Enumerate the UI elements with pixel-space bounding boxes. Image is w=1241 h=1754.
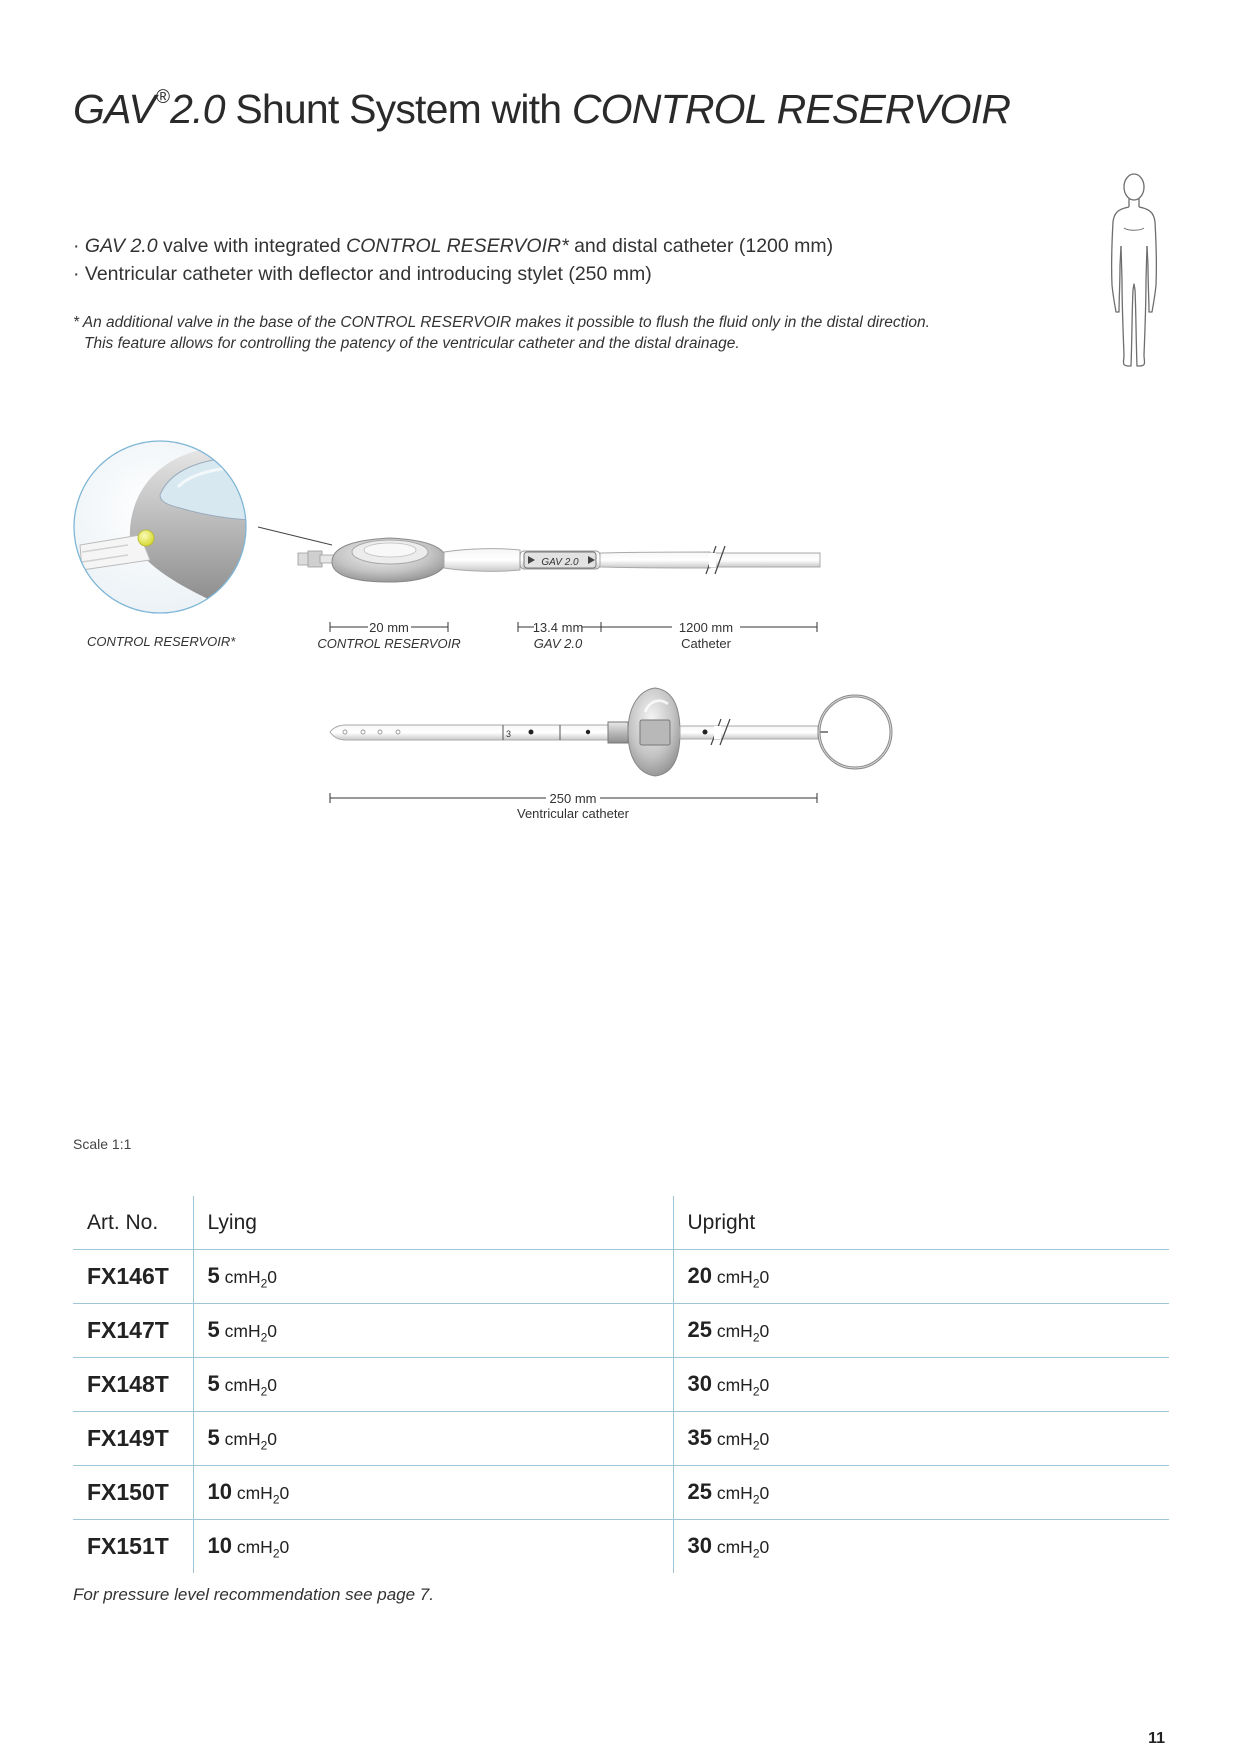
- upright-pressure: [673, 1520, 1169, 1574]
- lying-value: 5: [207, 1316, 220, 1342]
- title-brand: GAV: [73, 86, 155, 132]
- table-row: [73, 1466, 1169, 1520]
- dim-valve-length: 13.4 mm: [532, 620, 584, 635]
- upright-value: 30: [687, 1370, 712, 1396]
- pressure-unit: cmH$_2$0: [711, 1266, 770, 1291]
- article-number: FX146T: [73, 1250, 193, 1304]
- title-version: 2.0: [170, 86, 225, 132]
- indicator-ball: [138, 530, 154, 546]
- upright-pressure: [673, 1304, 1169, 1358]
- lying-value: 5: [207, 1262, 220, 1288]
- pressure-unit: cmH$_2$0: [711, 1482, 770, 1507]
- upright-pressure: [673, 1466, 1169, 1520]
- footnote-line: * An additional valve in the base of the CONTROL RESERVOIR makes it possible to flush the fluid only in the distal direction.: [73, 314, 930, 331]
- feature-text: and distal catheter (1200 mm): [568, 235, 834, 257]
- lying-pressure: [193, 1358, 673, 1412]
- dim-reservoir-length: 20 mm: [369, 620, 409, 635]
- upright-value: 30: [687, 1532, 712, 1558]
- article-number: FX148T: [73, 1358, 193, 1412]
- article-pressure-table: [73, 1196, 1169, 1573]
- lying-pressure: [193, 1412, 673, 1466]
- human-figure-icon: [1112, 174, 1157, 366]
- pressure-unit: cmH$_2$0: [711, 1536, 770, 1561]
- lying-value: 5: [207, 1370, 220, 1396]
- article-number: FX151T: [87, 1533, 169, 1559]
- column-header-lying: Lying: [193, 1196, 673, 1250]
- lying-pressure: [193, 1250, 673, 1304]
- pressure-unit: cmH$_2$0: [219, 1266, 277, 1291]
- lying-pressure: [193, 1466, 673, 1520]
- title-product: CONTROL RESERVOIR: [571, 86, 1011, 132]
- valve-name: GAV 2.0: [84, 235, 158, 257]
- scale-label: Scale 1:1: [73, 1136, 132, 1152]
- lying-value: 10: [207, 1532, 232, 1558]
- article-number: FX147T: [73, 1304, 193, 1358]
- upright-pressure: [673, 1250, 1169, 1304]
- table-row: [73, 1520, 1169, 1574]
- upright-pressure: [673, 1412, 1169, 1466]
- table-header-row: [73, 1196, 1169, 1250]
- dim-ventricular-length: 250 mm: [549, 791, 597, 806]
- lying-pressure: [193, 1304, 673, 1358]
- lying-value: 5: [207, 1424, 220, 1450]
- lying-pressure: [193, 1520, 673, 1574]
- article-number: FX150T: [73, 1466, 193, 1520]
- table-row: [73, 1250, 1169, 1304]
- upright-pressure: [673, 1358, 1169, 1412]
- pressure-unit: cmH$_2$0: [219, 1428, 277, 1453]
- pressure-unit: cmH$_2$0: [711, 1374, 770, 1399]
- registered-mark: ®: [155, 87, 170, 108]
- pressure-unit: cmH$_2$0: [711, 1320, 770, 1345]
- upright-value: 20: [687, 1262, 712, 1288]
- pressure-unit: cmH$_2$0: [219, 1374, 277, 1399]
- bullet-marker: ·: [73, 235, 85, 257]
- page-number: 11: [1148, 1730, 1165, 1747]
- reservoir-zoom-view: [74, 441, 332, 613]
- pressure-unit: cmH$_2$0: [219, 1320, 277, 1345]
- pressure-note: For pressure level recommendation see page 7.: [73, 1585, 434, 1604]
- pressure-unit: cmH$_2$0: [711, 1428, 770, 1453]
- upright-value: 25: [687, 1316, 712, 1342]
- dim-ventricular-name: Ventricular catheter: [516, 806, 630, 821]
- upright-value: 35: [687, 1424, 712, 1450]
- table-row: [73, 1412, 1169, 1466]
- table-row: [73, 1358, 1169, 1412]
- lying-value: 10: [207, 1478, 232, 1504]
- zoom-label: CONTROL RESERVOIR*: [87, 634, 236, 649]
- title-middle: Shunt System with: [224, 86, 572, 132]
- pressure-unit: cmH$_2$0: [231, 1482, 290, 1507]
- column-header-art-no: Art. No.: [73, 1196, 193, 1250]
- table-row: [73, 1304, 1169, 1358]
- depth-marker: 3: [506, 729, 512, 739]
- column-header-upright: Upright: [673, 1196, 1169, 1250]
- ventricular-catheter: [330, 688, 891, 776]
- dim-catheter-length: 1200 mm: [678, 620, 734, 635]
- valve-marker: GAV 2.0: [541, 557, 579, 568]
- reservoir-name: CONTROL RESERVOIR*: [346, 235, 569, 257]
- feature-text: valve with integrated: [157, 235, 347, 257]
- dim-reservoir-name: CONTROL RESERVOIR: [317, 636, 461, 651]
- dim-catheter-name: Catheter: [681, 636, 731, 651]
- footnote-line: This feature allows for controlling the patency of the ventricular catheter and the distal drainage.: [84, 335, 740, 352]
- article-number: FX149T: [73, 1412, 193, 1466]
- shunt-assembly: [298, 538, 820, 582]
- pressure-unit: cmH$_2$0: [231, 1536, 290, 1561]
- dim-valve-name: GAV 2.0: [533, 636, 583, 651]
- upright-value: 25: [687, 1478, 712, 1504]
- feature-item-ventricular: · Ventricular catheter with deflector and introducing stylet (250 mm): [73, 263, 652, 285]
